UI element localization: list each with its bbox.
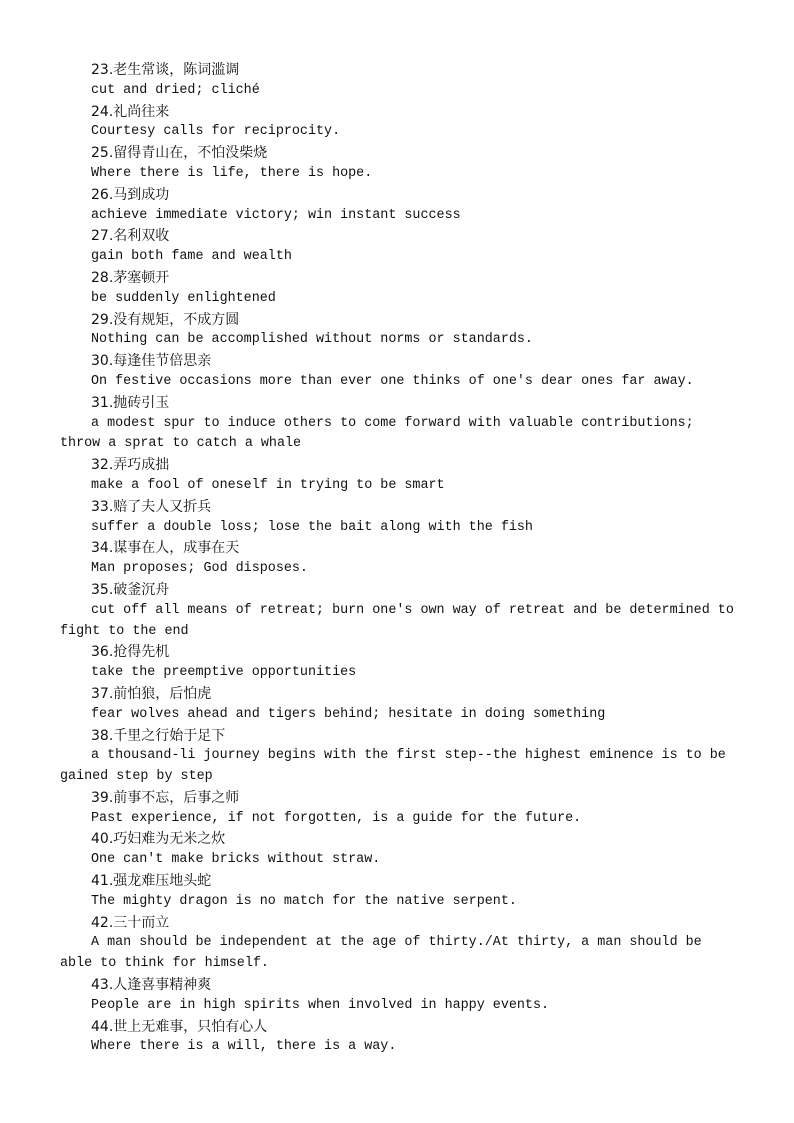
- idiom-chinese: 44.世上无难事，只怕有心人: [91, 1018, 268, 1035]
- idiom-chinese: 28.茅塞顿开: [91, 269, 170, 286]
- idiom-chinese: 37.前怕狼，后怕虎: [91, 685, 212, 702]
- entry-26: [60, 185, 736, 227]
- idiom-translation: Nothing can be accomplished without norms or standards.: [91, 332, 533, 348]
- idiom-chinese: 38.千里之行始于足下: [91, 727, 226, 744]
- idiom-translation: One can't make bricks without straw.: [91, 852, 381, 868]
- idiom-translation: a modest spur to induce others to come forward with valuable contributions; throw a sprat to catch a whale: [60, 415, 694, 452]
- idiom-chinese: 39.前事不忘，后事之师: [91, 789, 240, 806]
- idiom-translation: be suddenly enlightened: [91, 290, 276, 306]
- entry-42: [60, 913, 736, 975]
- idiom-translation: Where there is a will, there is a way.: [91, 1039, 397, 1055]
- idiom-translation: The mighty dragon is no match for the native serpent.: [91, 893, 517, 909]
- idiom-chinese: 25.留得青山在，不怕没柴烧: [91, 145, 268, 162]
- idiom-translation: a thousand-li journey begins with the first step--the highest eminence is to be gained step by step: [60, 748, 726, 785]
- idiom-chinese: 34.谋事在人，成事在天: [91, 540, 240, 557]
- idiom-translation: A man should be independent at the age of thirty./At thirty, a man should be able to think for himself.: [60, 935, 702, 972]
- idiom-translation: On festive occasions more than ever one thinks of one's dear ones far away.: [91, 373, 694, 389]
- entry-30: [60, 351, 736, 393]
- entry-28: [60, 268, 736, 310]
- idiom-chinese: 23.老生常谈，陈词滥调: [91, 62, 240, 78]
- entry-32: [60, 455, 736, 497]
- entry-39: [60, 788, 736, 830]
- idiom-translation: fear wolves ahead and tigers behind; hesitate in doing something: [91, 706, 606, 722]
- entry-29: [60, 310, 736, 352]
- idiom-chinese: 41.强龙难压地头蛇: [91, 873, 212, 890]
- idiom-chinese: 32.弄巧成拙: [91, 457, 170, 474]
- idiom-chinese: 35.破釜沉舟: [91, 581, 170, 598]
- entry-31: [60, 393, 736, 455]
- idiom-chinese: 31.抛砖引玉: [91, 394, 170, 411]
- idiom-chinese: 33.赔了夫人又折兵: [91, 498, 212, 515]
- idiom-translation: suffer a double loss; lose the bait along with the fish: [91, 519, 533, 535]
- idiom-translation: achieve immediate victory; win instant success: [91, 207, 461, 223]
- entry-27: [60, 226, 736, 268]
- idiom-translation: People are in high spirits when involved in happy events.: [91, 997, 550, 1013]
- document-page: [60, 60, 736, 1058]
- idiom-translation: gain both fame and wealth: [91, 249, 292, 265]
- idiom-chinese: 43.人逢喜事精神爽: [91, 977, 212, 994]
- entry-33: [60, 497, 736, 539]
- idiom-translation: Where there is life, there is hope.: [91, 165, 373, 181]
- idiom-chinese: 29.没有规矩，不成方圆: [91, 311, 240, 328]
- entry-23: [60, 60, 736, 102]
- idiom-translation: Past experience, if not forgotten, is a guide for the future.: [91, 810, 582, 826]
- idiom-chinese: 40.巧妇难为无米之炊: [91, 831, 226, 848]
- entry-25: [60, 143, 736, 185]
- entry-44: [60, 1017, 736, 1059]
- idiom-chinese: 26.马到成功: [91, 186, 170, 203]
- entry-43: [60, 975, 736, 1017]
- idiom-translation: Courtesy calls for reciprocity.: [91, 124, 341, 140]
- idiom-chinese: 30.每逢佳节倍思亲: [91, 353, 212, 370]
- entry-41: [60, 871, 736, 913]
- idiom-chinese: 42.三十而立: [91, 914, 170, 931]
- entry-35: [60, 580, 736, 642]
- idiom-translation: take the preemptive opportunities: [91, 665, 357, 681]
- entry-34: [60, 538, 736, 580]
- idiom-chinese: 24.礼尚往来: [91, 103, 170, 120]
- idiom-translation: make a fool of oneself in trying to be smart: [91, 477, 445, 493]
- idiom-translation: cut and dried; cliché: [91, 82, 260, 98]
- idiom-translation: cut off all means of retreat; burn one's own way of retreat and be determined to fight to the end: [60, 602, 734, 639]
- idiom-translation: Man proposes; God disposes.: [91, 561, 308, 577]
- idiom-chinese: 36.抢得先机: [91, 644, 170, 661]
- idiom-chinese: 27.名利双收: [91, 228, 170, 245]
- entry-38: [60, 726, 736, 788]
- entry-24: [60, 102, 736, 144]
- entry-40: [60, 829, 736, 871]
- entry-36: [60, 642, 736, 684]
- entry-37: [60, 684, 736, 726]
